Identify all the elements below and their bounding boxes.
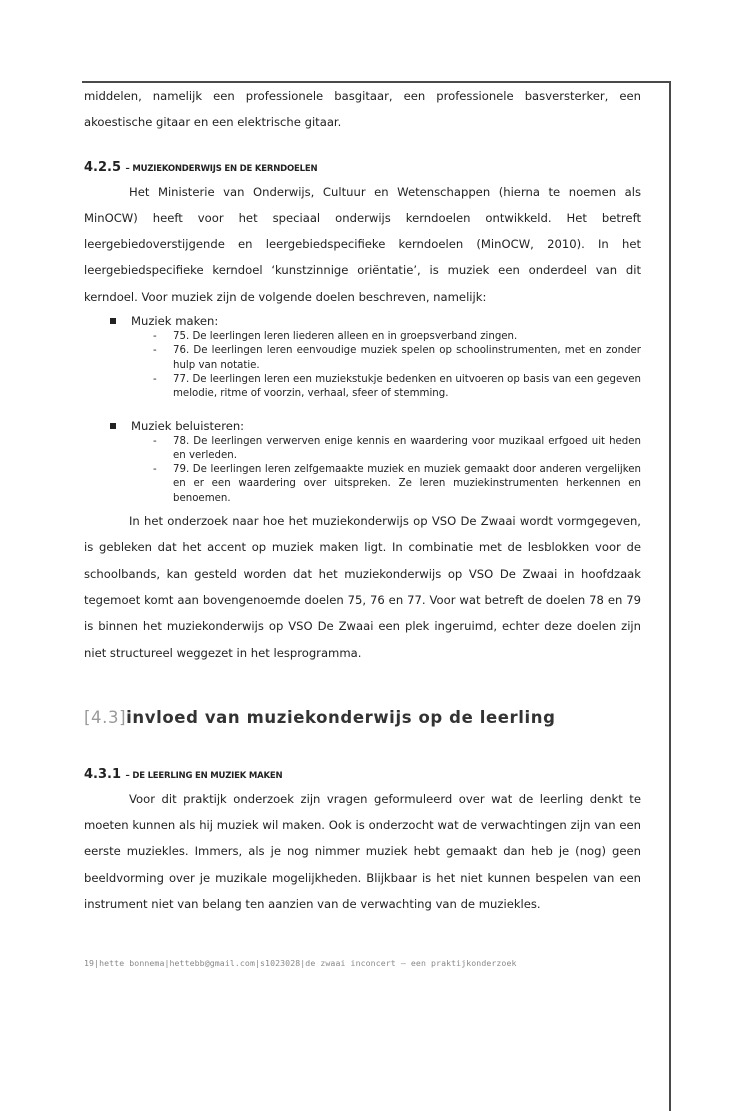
- page-content: [84, 86, 641, 917]
- list-item: - 79. De leerlingen leren zelfgemaakte muziek en muziek gemaakt door anderen vergelijken en er een waardering over uitspreken. Ze leren muziekinstrumenten herkennen en benoemen.: [153, 464, 641, 504]
- goals-list: [84, 314, 641, 506]
- section-number: [4.3]: [84, 707, 127, 727]
- section-heading-4-3-1: [84, 767, 641, 784]
- section-title: invloed van muziekonderwijs op de leerling: [126, 707, 556, 727]
- list-item: - 78. De leerlingen verwerven enige kennis en waardering voor muzikaal erfgoed uit heden en verleden.: [153, 435, 641, 461]
- page-footer: 19|hette bonnema|hettebb@gmail.com|s1023028|de zwaai inconcert – een praktijkonderzoek: [84, 958, 517, 968]
- section-title: – MUZIEKONDERWIJS EN DE KERNDOELEN: [125, 163, 318, 174]
- bullet-label: Muziek maken:: [131, 314, 219, 329]
- onderzoek-paragraph: In het onderzoek naar hoe het muziekonderwijs op VSO De Zwaai wordt vormgegeven, is gebleken dat het accent op muziek maken ligt. In combinatie met de lesblokken voor de schoolbands, kan gesteld worden dat het muziekonderwijs op VSO De Zwaai in hoofdzaak tegemoet komt aan bovengenoemde doelen 75, 76 en 77. Voor wat betreft de doelen 78 en 79 is binnen het muziekonderwijs op VSO De Zwaai een plek ingeruimd, echter deze doelen zijn niet structureel weggezet in het lesprogramma.: [84, 514, 641, 660]
- section-number: 4.2.5: [84, 159, 122, 175]
- right-rule: [669, 81, 671, 1111]
- bullet-muziek-beluisteren: [84, 419, 641, 506]
- list-item: - 77. De leerlingen leren een muziekstukje bedenken en uitvoeren op basis van een gegeven melodie, ritme of voorzin, verhaal, sfeer of stemming.: [153, 373, 641, 400]
- bullet-square: [110, 318, 116, 324]
- bullet-label: Muziek beluisteren:: [131, 418, 245, 433]
- section-heading-4-2-5: [84, 160, 641, 177]
- bullet-square: [110, 423, 116, 429]
- section-heading-4-3: [84, 708, 641, 727]
- kerndoelen-paragraph: Het Ministerie van Onderwijs, Cultuur en Wetenschappen (hierna te noemen als MinOCW) heeft voor het speciaal onderwijs kerndoelen ontwikkeld. Het betreft leergebiedoverstijgende en leergebiedspecifieke kerndoelen (MinOCW, 2010). In het leergebiedspecifieke kerndoel ‘kunstzinnige oriëntatie’, is muziek een onderdeel van dit kerndoel. Voor muziek zijn de volgende doelen beschreven, namelijk:: [84, 184, 641, 304]
- list-item: - 75. De leerlingen leren liederen alleen en in groepsverband zingen.: [153, 331, 518, 343]
- section-title: – DE LEERLING EN MUZIEK MAKEN: [125, 770, 283, 781]
- intro-paragraph: middelen, namelijk een professionele basgitaar, een professionele basversterker, een akoestische gitaar en een elektrische gitaar.: [84, 89, 641, 130]
- leerling-paragraph: Voor dit praktijk onderzoek zijn vragen geformuleerd over wat de leerling denkt te moeten kunnen als hij muziek wil maken. Ook is onderzocht wat de verwachtingen zijn van een eerste muziekles. Immers, als je nog nimmer muziek hebt gemaakt dan heb je (nog) geen beeldvorming over je muzikale mogelijkheden. Blijkbaar is het niet kunnen bespelen van een instrument niet van belang ten aanzien van de verwachting van de muziekles.: [84, 791, 641, 912]
- sub-list: [131, 330, 641, 401]
- section-number: 4.3.1: [84, 766, 122, 782]
- sub-list: [131, 435, 641, 506]
- bullet-muziek-maken: [84, 314, 641, 401]
- list-item: - 76. De leerlingen leren eenvoudige muziek spelen op schoolinstrumenten, met en zonder hulp van notatie.: [153, 345, 641, 371]
